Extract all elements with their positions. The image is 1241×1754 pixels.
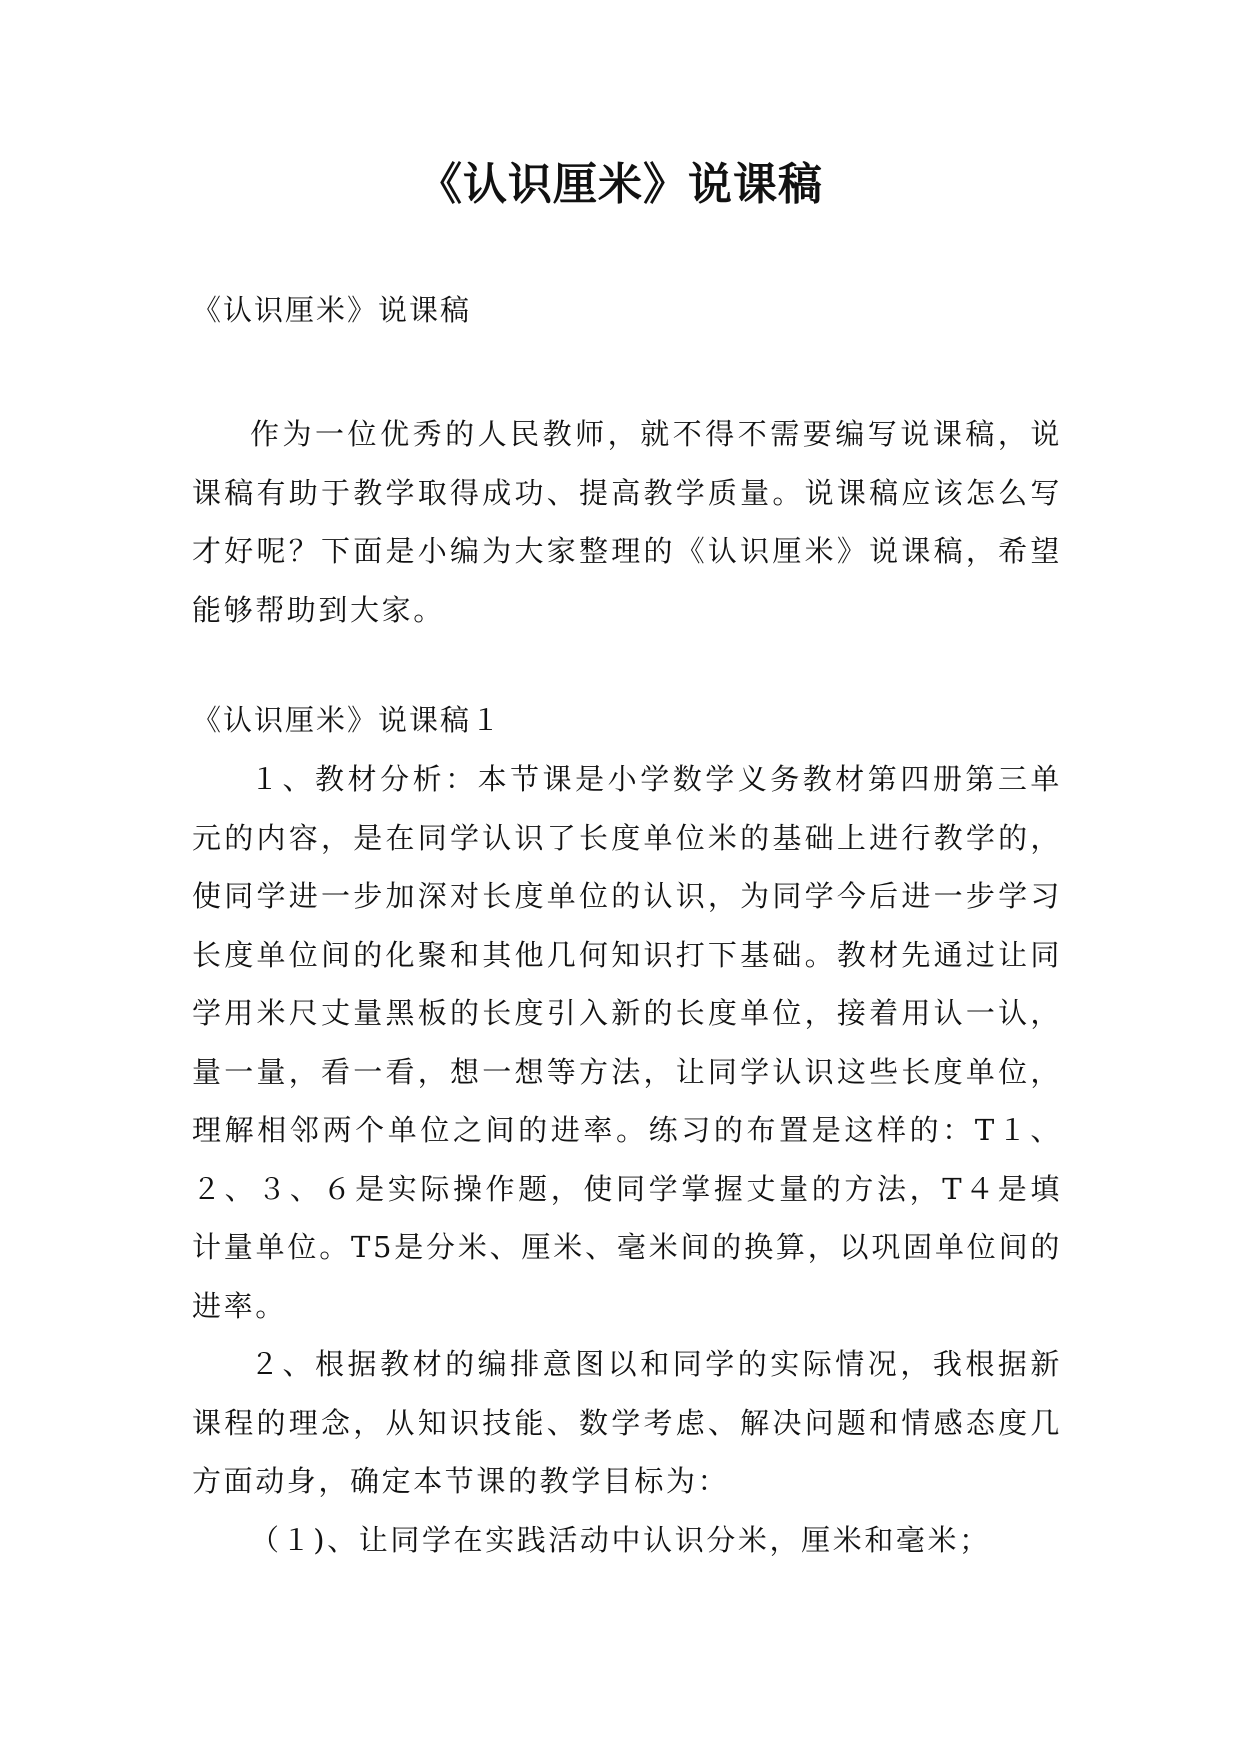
- section-heading: 《认识厘米》说课稿１: [192, 703, 503, 737]
- section-body: [192, 750, 1062, 1569]
- paragraph-teaching-goals: ２、根据教材的编排意图以和同学的实际情况，我根据新课程的理念，从知识技能、数学考虑、解决问题和情感态度几方面动身，确定本节课的教学目标为：: [192, 1347, 1062, 1498]
- document-subtitle: 《认识厘米》说课稿: [192, 293, 472, 327]
- intro-section: [192, 405, 1062, 639]
- intro-paragraph: 作为一位优秀的人民教师，就不得不需要编写说课稿，说课稿有助于教学取得成功、提高教学质量。说课稿应该怎么写才好呢？下面是小编为大家整理的《认识厘米》说课稿，希望能够帮助到大家。: [192, 417, 1062, 627]
- paragraph-goal-1: （１)、让同学在实践活动中认识分米，厘米和毫米；: [250, 1522, 991, 1557]
- paragraph-textbook-analysis: １、教材分析：本节课是小学数学义务教材第四册第三单元的内容，是在同学认识了长度单位米的基础上进行教学的，使同学进一步加深对长度单位的认识，为同学今后进一步学习长度单位间的化聚和其他几何知识打下基础。教材先通过让同学用米尺丈量黑板的长度引入新的长度单位，接着用认一认，量一量，看一看，想一想等方法，让同学认识这些长度单位，理解相邻两个单位之间的进率。练习的布置是这样的：T１、２、３、６是实际操作题，使同学掌握丈量的方法，T４是填计量单位。T5是分米、厘米、毫米间的换算，以巩固单位间的进率。: [192, 762, 1062, 1323]
- document-title: 《认识厘米》说课稿: [418, 159, 823, 210]
